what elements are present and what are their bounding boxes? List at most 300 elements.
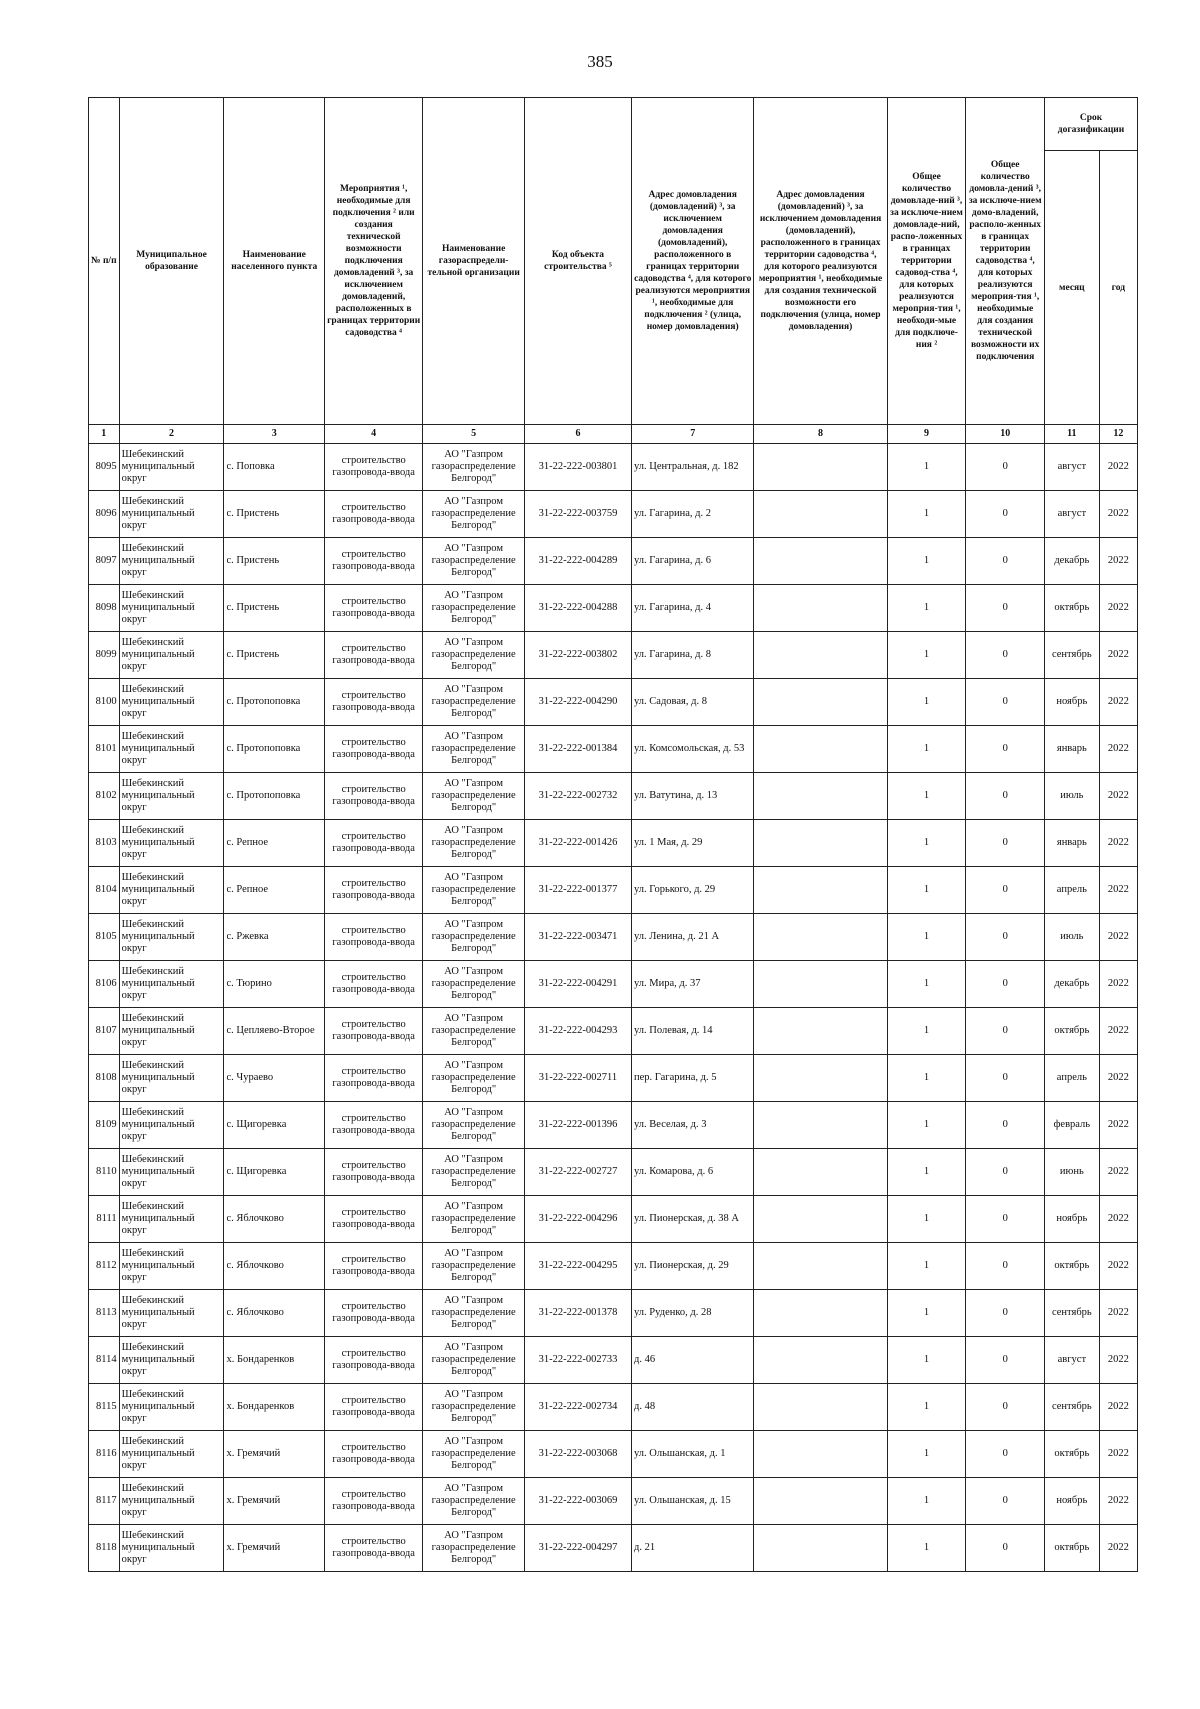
- year-cell: 2022: [1099, 1008, 1137, 1055]
- table-row: [89, 632, 1138, 679]
- count-connect-cell: 1: [887, 1337, 966, 1384]
- locality-cell: с. Тюрино: [224, 961, 325, 1008]
- count-tech-cell: 0: [966, 1243, 1045, 1290]
- address-connect-cell: д. 21: [632, 1525, 754, 1572]
- address-tech-cell: [754, 491, 887, 538]
- count-connect-cell: 1: [887, 1243, 966, 1290]
- address-connect-cell: ул. Полевая, д. 14: [632, 1008, 754, 1055]
- address-tech-cell: [754, 444, 887, 491]
- count-connect-cell: 1: [887, 914, 966, 961]
- count-tech-cell: 0: [966, 1149, 1045, 1196]
- object-code-cell: 31-22-222-002727: [524, 1149, 631, 1196]
- header-count-tech: Общее количество домовла-дений ³, за исключе-нием домо-владений, располо-женных в границах территории садоводства ⁴, для которых реализуются мероприя-тия ¹, необходимые для создания технической возможности их подключения: [966, 98, 1045, 425]
- count-tech-cell: 0: [966, 585, 1045, 632]
- address-connect-cell: ул. Ленина, д. 21 А: [632, 914, 754, 961]
- header-locality: Наименование населенного пункта: [224, 98, 325, 425]
- year-cell: 2022: [1099, 491, 1137, 538]
- locality-cell: с. Яблочково: [224, 1243, 325, 1290]
- count-tech-cell: 0: [966, 632, 1045, 679]
- column-number: 6: [524, 425, 631, 444]
- activity-cell: строительство газопровода-ввода: [325, 1149, 423, 1196]
- header-month: месяц: [1045, 151, 1100, 425]
- year-cell: 2022: [1099, 726, 1137, 773]
- month-cell: ноябрь: [1045, 1196, 1100, 1243]
- address-connect-cell: ул. Гагарина, д. 6: [632, 538, 754, 585]
- address-tech-cell: [754, 1055, 887, 1102]
- year-cell: 2022: [1099, 1337, 1137, 1384]
- activity-cell: строительство газопровода-ввода: [325, 491, 423, 538]
- count-tech-cell: 0: [966, 726, 1045, 773]
- municipality-cell: Шебекинский муниципальный округ: [119, 867, 224, 914]
- object-code-cell: 31-22-222-004289: [524, 538, 631, 585]
- locality-cell: х. Гремячий: [224, 1525, 325, 1572]
- gdo-cell: АО "Газпром газораспределение Белгород": [423, 1431, 525, 1478]
- month-cell: декабрь: [1045, 961, 1100, 1008]
- activity-cell: строительство газопровода-ввода: [325, 1290, 423, 1337]
- count-tech-cell: 0: [966, 1008, 1045, 1055]
- address-connect-cell: ул. Горького, д. 29: [632, 867, 754, 914]
- table-row: [89, 773, 1138, 820]
- column-number: 8: [754, 425, 887, 444]
- gdo-cell: АО "Газпром газораспределение Белгород": [423, 1196, 525, 1243]
- month-cell: август: [1045, 491, 1100, 538]
- row-number: 8096: [89, 491, 120, 538]
- object-code-cell: 31-22-222-003069: [524, 1478, 631, 1525]
- count-connect-cell: 1: [887, 679, 966, 726]
- year-cell: 2022: [1099, 538, 1137, 585]
- row-number: 8116: [89, 1431, 120, 1478]
- count-connect-cell: 1: [887, 820, 966, 867]
- gdo-cell: АО "Газпром газораспределение Белгород": [423, 1478, 525, 1525]
- month-cell: октябрь: [1045, 1243, 1100, 1290]
- object-code-cell: 31-22-222-004295: [524, 1243, 631, 1290]
- activity-cell: строительство газопровода-ввода: [325, 1008, 423, 1055]
- object-code-cell: 31-22-222-004296: [524, 1196, 631, 1243]
- locality-cell: х. Гремячий: [224, 1431, 325, 1478]
- table-row: [89, 1290, 1138, 1337]
- activity-cell: строительство газопровода-ввода: [325, 1196, 423, 1243]
- gdo-cell: АО "Газпром газораспределение Белгород": [423, 1055, 525, 1102]
- object-code-cell: 31-22-222-004293: [524, 1008, 631, 1055]
- count-tech-cell: 0: [966, 491, 1045, 538]
- month-cell: сентябрь: [1045, 1290, 1100, 1337]
- object-code-cell: 31-22-222-001377: [524, 867, 631, 914]
- count-tech-cell: 0: [966, 1102, 1045, 1149]
- gdo-cell: АО "Газпром газораспределение Белгород": [423, 1149, 525, 1196]
- activity-cell: строительство газопровода-ввода: [325, 585, 423, 632]
- count-tech-cell: 0: [966, 1196, 1045, 1243]
- gasification-table: [88, 97, 1138, 1572]
- address-tech-cell: [754, 867, 887, 914]
- address-connect-cell: д. 48: [632, 1384, 754, 1431]
- column-number: 12: [1099, 425, 1137, 444]
- gdo-cell: АО "Газпром газораспределение Белгород": [423, 726, 525, 773]
- count-connect-cell: 1: [887, 444, 966, 491]
- year-cell: 2022: [1099, 820, 1137, 867]
- address-connect-cell: ул. Гагарина, д. 8: [632, 632, 754, 679]
- address-tech-cell: [754, 1008, 887, 1055]
- row-number: 8103: [89, 820, 120, 867]
- table-row: [89, 1431, 1138, 1478]
- municipality-cell: Шебекинский муниципальный округ: [119, 1337, 224, 1384]
- year-cell: 2022: [1099, 632, 1137, 679]
- count-tech-cell: 0: [966, 1431, 1045, 1478]
- month-cell: сентябрь: [1045, 1384, 1100, 1431]
- table-row: [89, 1055, 1138, 1102]
- header-code: Код объекта строительства ⁵: [524, 98, 631, 425]
- row-number: 8104: [89, 867, 120, 914]
- table-row: [89, 1149, 1138, 1196]
- address-tech-cell: [754, 538, 887, 585]
- count-tech-cell: 0: [966, 1290, 1045, 1337]
- locality-cell: с. Пристень: [224, 491, 325, 538]
- row-number: 8117: [89, 1478, 120, 1525]
- column-number: 11: [1045, 425, 1100, 444]
- month-cell: апрель: [1045, 1055, 1100, 1102]
- row-number: 8108: [89, 1055, 120, 1102]
- table-row: [89, 726, 1138, 773]
- address-connect-cell: ул. Ольшанская, д. 1: [632, 1431, 754, 1478]
- object-code-cell: 31-22-222-004297: [524, 1525, 631, 1572]
- year-cell: 2022: [1099, 1290, 1137, 1337]
- address-connect-cell: д. 46: [632, 1337, 754, 1384]
- municipality-cell: Шебекинский муниципальный округ: [119, 491, 224, 538]
- row-number: 8111: [89, 1196, 120, 1243]
- gdo-cell: АО "Газпром газораспределение Белгород": [423, 1008, 525, 1055]
- gdo-cell: АО "Газпром газораспределение Белгород": [423, 491, 525, 538]
- activity-cell: строительство газопровода-ввода: [325, 1243, 423, 1290]
- count-connect-cell: 1: [887, 491, 966, 538]
- count-tech-cell: 0: [966, 820, 1045, 867]
- header-year: год: [1099, 151, 1137, 425]
- address-tech-cell: [754, 914, 887, 961]
- column-numbers-row: [89, 425, 1138, 444]
- count-tech-cell: 0: [966, 1055, 1045, 1102]
- row-number: 8102: [89, 773, 120, 820]
- address-connect-cell: ул. Мира, д. 37: [632, 961, 754, 1008]
- header-address-connect: Адрес домовладения (домовладений) ³, за исключением домовладения (домовладений), расположенного в границах территории садоводства ⁴, для которого реализуются мероприятия ¹, необходимые для подключения ² (улица, номер домовладения): [632, 98, 754, 425]
- count-connect-cell: 1: [887, 1478, 966, 1525]
- count-connect-cell: 1: [887, 1055, 966, 1102]
- address-connect-cell: ул. Комарова, д. 6: [632, 1149, 754, 1196]
- address-tech-cell: [754, 1431, 887, 1478]
- month-cell: октябрь: [1045, 1525, 1100, 1572]
- count-connect-cell: 1: [887, 1008, 966, 1055]
- column-number: 1: [89, 425, 120, 444]
- municipality-cell: Шебекинский муниципальный округ: [119, 1290, 224, 1337]
- year-cell: 2022: [1099, 444, 1137, 491]
- count-connect-cell: 1: [887, 773, 966, 820]
- gdo-cell: АО "Газпром газораспределение Белгород": [423, 1384, 525, 1431]
- count-connect-cell: 1: [887, 1525, 966, 1572]
- object-code-cell: 31-22-222-001396: [524, 1102, 631, 1149]
- locality-cell: с. Щигоревка: [224, 1102, 325, 1149]
- locality-cell: с. Ржевка: [224, 914, 325, 961]
- table-row: [89, 961, 1138, 1008]
- table-body: [89, 444, 1138, 1572]
- row-number: 8106: [89, 961, 120, 1008]
- month-cell: август: [1045, 444, 1100, 491]
- object-code-cell: 31-22-222-003068: [524, 1431, 631, 1478]
- year-cell: 2022: [1099, 679, 1137, 726]
- locality-cell: с. Протопоповка: [224, 773, 325, 820]
- table-row: [89, 1478, 1138, 1525]
- gdo-cell: АО "Газпром газораспределение Белгород": [423, 1243, 525, 1290]
- activity-cell: строительство газопровода-ввода: [325, 444, 423, 491]
- count-connect-cell: 1: [887, 632, 966, 679]
- month-cell: декабрь: [1045, 538, 1100, 585]
- address-connect-cell: ул. Руденко, д. 28: [632, 1290, 754, 1337]
- table-row: [89, 444, 1138, 491]
- address-connect-cell: ул. Гагарина, д. 4: [632, 585, 754, 632]
- row-number: 8098: [89, 585, 120, 632]
- address-tech-cell: [754, 1196, 887, 1243]
- month-cell: сентябрь: [1045, 632, 1100, 679]
- month-cell: июль: [1045, 773, 1100, 820]
- address-connect-cell: ул. Комсомольская, д. 53: [632, 726, 754, 773]
- locality-cell: с. Яблочково: [224, 1196, 325, 1243]
- municipality-cell: Шебекинский муниципальный округ: [119, 1478, 224, 1525]
- month-cell: октябрь: [1045, 585, 1100, 632]
- year-cell: 2022: [1099, 1102, 1137, 1149]
- year-cell: 2022: [1099, 773, 1137, 820]
- address-tech-cell: [754, 1102, 887, 1149]
- page-number: 385: [587, 52, 613, 71]
- table-row: [89, 867, 1138, 914]
- municipality-cell: Шебекинский муниципальный округ: [119, 585, 224, 632]
- object-code-cell: 31-22-222-001426: [524, 820, 631, 867]
- locality-cell: с. Яблочково: [224, 1290, 325, 1337]
- month-cell: июнь: [1045, 1149, 1100, 1196]
- locality-cell: с. Цепляево-Второе: [224, 1008, 325, 1055]
- gdo-cell: АО "Газпром газораспределение Белгород": [423, 1525, 525, 1572]
- object-code-cell: 31-22-222-003802: [524, 632, 631, 679]
- address-connect-cell: ул. 1 Мая, д. 29: [632, 820, 754, 867]
- locality-cell: с. Протопоповка: [224, 679, 325, 726]
- count-connect-cell: 1: [887, 585, 966, 632]
- table-row: [89, 1243, 1138, 1290]
- gdo-cell: АО "Газпром газораспределение Белгород": [423, 538, 525, 585]
- count-connect-cell: 1: [887, 1290, 966, 1337]
- row-number: 8115: [89, 1384, 120, 1431]
- month-cell: январь: [1045, 726, 1100, 773]
- address-tech-cell: [754, 1243, 887, 1290]
- table-row: [89, 679, 1138, 726]
- gdo-cell: АО "Газпром газораспределение Белгород": [423, 632, 525, 679]
- gdo-cell: АО "Газпром газораспределение Белгород": [423, 1290, 525, 1337]
- count-tech-cell: 0: [966, 773, 1045, 820]
- object-code-cell: 31-22-222-002733: [524, 1337, 631, 1384]
- object-code-cell: 31-22-222-002732: [524, 773, 631, 820]
- column-number: 10: [966, 425, 1045, 444]
- table-row: [89, 491, 1138, 538]
- municipality-cell: Шебекинский муниципальный округ: [119, 914, 224, 961]
- locality-cell: с. Поповка: [224, 444, 325, 491]
- municipality-cell: Шебекинский муниципальный округ: [119, 820, 224, 867]
- count-tech-cell: 0: [966, 538, 1045, 585]
- address-connect-cell: ул. Пионерская, д. 38 А: [632, 1196, 754, 1243]
- gdo-cell: АО "Газпром газораспределение Белгород": [423, 1337, 525, 1384]
- address-connect-cell: ул. Ватутина, д. 13: [632, 773, 754, 820]
- count-tech-cell: 0: [966, 1525, 1045, 1572]
- header-address-tech: Адрес домовладения (домовладений) ³, за исключением домовладения (домовладений), расположенного в границах территории садоводства ⁴, для которого реализуются мероприятия ¹, необходимые для создания технической возможности его подключения (улица, номер домовладения): [754, 98, 887, 425]
- object-code-cell: 31-22-222-004290: [524, 679, 631, 726]
- month-cell: октябрь: [1045, 1431, 1100, 1478]
- count-tech-cell: 0: [966, 1337, 1045, 1384]
- count-tech-cell: 0: [966, 679, 1045, 726]
- object-code-cell: 31-22-222-001384: [524, 726, 631, 773]
- header-activities: Мероприятия ¹, необходимые для подключения ² или создания технической возможности подключения домовладений ³, за исключением домовладений, расположенных в границах территории садоводства ⁴: [325, 98, 423, 425]
- header-count-connect: Общее количество домовладе-ний ³, за исключе-нием домовладе-ний, распо-ложенных в границах территории садовод-ства ⁴, для которых реализуются мероприя-тия ¹, необходи-мые для подключе-ния ²: [887, 98, 966, 425]
- municipality-cell: Шебекинский муниципальный округ: [119, 726, 224, 773]
- municipality-cell: Шебекинский муниципальный округ: [119, 538, 224, 585]
- activity-cell: строительство газопровода-ввода: [325, 1102, 423, 1149]
- row-number: 8109: [89, 1102, 120, 1149]
- activity-cell: строительство газопровода-ввода: [325, 679, 423, 726]
- count-connect-cell: 1: [887, 1431, 966, 1478]
- year-cell: 2022: [1099, 914, 1137, 961]
- municipality-cell: Шебекинский муниципальный округ: [119, 1243, 224, 1290]
- gdo-cell: АО "Газпром газораспределение Белгород": [423, 961, 525, 1008]
- address-tech-cell: [754, 1290, 887, 1337]
- count-tech-cell: 0: [966, 1384, 1045, 1431]
- year-cell: 2022: [1099, 1149, 1137, 1196]
- row-number: 8118: [89, 1525, 120, 1572]
- address-connect-cell: пер. Гагарина, д. 5: [632, 1055, 754, 1102]
- address-tech-cell: [754, 679, 887, 726]
- table-row: [89, 820, 1138, 867]
- count-connect-cell: 1: [887, 538, 966, 585]
- column-number: 3: [224, 425, 325, 444]
- row-number: 8113: [89, 1290, 120, 1337]
- activity-cell: строительство газопровода-ввода: [325, 1384, 423, 1431]
- row-number: 8110: [89, 1149, 120, 1196]
- table-row: [89, 1008, 1138, 1055]
- year-cell: 2022: [1099, 1478, 1137, 1525]
- month-cell: январь: [1045, 820, 1100, 867]
- municipality-cell: Шебекинский муниципальный округ: [119, 1384, 224, 1431]
- year-cell: 2022: [1099, 1243, 1137, 1290]
- activity-cell: строительство газопровода-ввода: [325, 820, 423, 867]
- gdo-cell: АО "Газпром газораспределение Белгород": [423, 679, 525, 726]
- table-row: [89, 914, 1138, 961]
- object-code-cell: 31-22-222-004291: [524, 961, 631, 1008]
- count-tech-cell: 0: [966, 444, 1045, 491]
- count-tech-cell: 0: [966, 1478, 1045, 1525]
- column-number: 5: [423, 425, 525, 444]
- table-row: [89, 1384, 1138, 1431]
- object-code-cell: 31-22-222-001378: [524, 1290, 631, 1337]
- municipality-cell: Шебекинский муниципальный округ: [119, 1102, 224, 1149]
- header-gdo: Наименование газораспредели-тельной организации: [423, 98, 525, 425]
- header-deadline: Срок догазификации: [1045, 98, 1138, 151]
- address-connect-cell: ул. Гагарина, д. 2: [632, 491, 754, 538]
- municipality-cell: Шебекинский муниципальный округ: [119, 444, 224, 491]
- gdo-cell: АО "Газпром газораспределение Белгород": [423, 773, 525, 820]
- municipality-cell: Шебекинский муниципальный округ: [119, 679, 224, 726]
- address-connect-cell: ул. Ольшанская, д. 15: [632, 1478, 754, 1525]
- activity-cell: строительство газопровода-ввода: [325, 914, 423, 961]
- column-number: 9: [887, 425, 966, 444]
- object-code-cell: 31-22-222-004288: [524, 585, 631, 632]
- column-number: 7: [632, 425, 754, 444]
- locality-cell: с. Репное: [224, 867, 325, 914]
- year-cell: 2022: [1099, 1525, 1137, 1572]
- row-number: 8114: [89, 1337, 120, 1384]
- table-row: [89, 538, 1138, 585]
- object-code-cell: 31-22-222-003759: [524, 491, 631, 538]
- row-number: 8095: [89, 444, 120, 491]
- activity-cell: строительство газопровода-ввода: [325, 867, 423, 914]
- gdo-cell: АО "Газпром газораспределение Белгород": [423, 820, 525, 867]
- year-cell: 2022: [1099, 585, 1137, 632]
- count-connect-cell: 1: [887, 961, 966, 1008]
- address-tech-cell: [754, 1149, 887, 1196]
- municipality-cell: Шебекинский муниципальный округ: [119, 961, 224, 1008]
- count-connect-cell: 1: [887, 1149, 966, 1196]
- activity-cell: строительство газопровода-ввода: [325, 773, 423, 820]
- month-cell: февраль: [1045, 1102, 1100, 1149]
- gdo-cell: АО "Газпром газораспределение Белгород": [423, 585, 525, 632]
- municipality-cell: Шебекинский муниципальный округ: [119, 632, 224, 679]
- locality-cell: х. Гремячий: [224, 1478, 325, 1525]
- address-tech-cell: [754, 1337, 887, 1384]
- address-connect-cell: ул. Садовая, д. 8: [632, 679, 754, 726]
- year-cell: 2022: [1099, 867, 1137, 914]
- municipality-cell: Шебекинский муниципальный округ: [119, 1149, 224, 1196]
- gdo-cell: АО "Газпром газораспределение Белгород": [423, 867, 525, 914]
- gdo-cell: АО "Газпром газораспределение Белгород": [423, 1102, 525, 1149]
- locality-cell: с. Пристень: [224, 632, 325, 679]
- row-number: 8101: [89, 726, 120, 773]
- count-tech-cell: 0: [966, 961, 1045, 1008]
- locality-cell: с. Пристень: [224, 538, 325, 585]
- count-connect-cell: 1: [887, 726, 966, 773]
- address-connect-cell: ул. Веселая, д. 3: [632, 1102, 754, 1149]
- month-cell: август: [1045, 1337, 1100, 1384]
- locality-cell: с. Протопоповка: [224, 726, 325, 773]
- locality-cell: с. Щигоревка: [224, 1149, 325, 1196]
- municipality-cell: Шебекинский муниципальный округ: [119, 1055, 224, 1102]
- activity-cell: строительство газопровода-ввода: [325, 961, 423, 1008]
- address-tech-cell: [754, 961, 887, 1008]
- municipality-cell: Шебекинский муниципальный округ: [119, 1525, 224, 1572]
- locality-cell: с. Репное: [224, 820, 325, 867]
- object-code-cell: 31-22-222-003801: [524, 444, 631, 491]
- locality-cell: х. Бондаренков: [224, 1384, 325, 1431]
- address-tech-cell: [754, 632, 887, 679]
- address-tech-cell: [754, 585, 887, 632]
- activity-cell: строительство газопровода-ввода: [325, 1337, 423, 1384]
- address-connect-cell: ул. Центральная, д. 182: [632, 444, 754, 491]
- count-connect-cell: 1: [887, 867, 966, 914]
- gdo-cell: АО "Газпром газораспределение Белгород": [423, 914, 525, 961]
- year-cell: 2022: [1099, 1196, 1137, 1243]
- month-cell: апрель: [1045, 867, 1100, 914]
- address-tech-cell: [754, 773, 887, 820]
- activity-cell: строительство газопровода-ввода: [325, 1055, 423, 1102]
- column-number: 2: [119, 425, 224, 444]
- year-cell: 2022: [1099, 1384, 1137, 1431]
- address-tech-cell: [754, 1478, 887, 1525]
- municipality-cell: Шебекинский муниципальный округ: [119, 1431, 224, 1478]
- month-cell: ноябрь: [1045, 679, 1100, 726]
- object-code-cell: 31-22-222-002711: [524, 1055, 631, 1102]
- year-cell: 2022: [1099, 1055, 1137, 1102]
- year-cell: 2022: [1099, 1431, 1137, 1478]
- count-connect-cell: 1: [887, 1102, 966, 1149]
- municipality-cell: Шебекинский муниципальный округ: [119, 773, 224, 820]
